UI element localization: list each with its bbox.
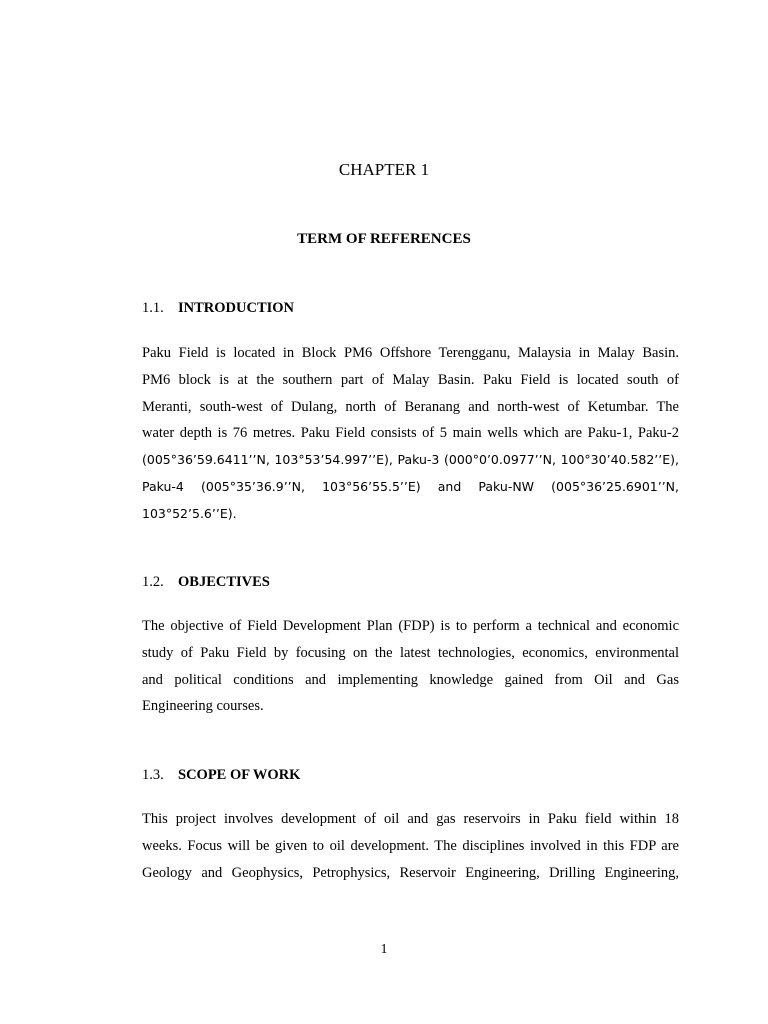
chapter-label: CHAPTER 1: [338, 160, 430, 179]
paragraph-line: and political conditions and implementing knowledge gained from Oil and Gas: [142, 671, 679, 688]
section-number: 1.3.: [142, 767, 164, 783]
paragraph-line: The objective of Field Development Plan (FDP) is to perform a technical and economic: [142, 618, 679, 634]
section-heading-scope-of-work: [142, 767, 300, 784]
section-heading-introduction: [142, 300, 294, 317]
paragraph-line: Engineering courses.: [142, 698, 264, 715]
paragraph-line: Geology and Geophysics, Petrophysics, Reservoir Engineering, Drilling Engineering,: [142, 864, 679, 881]
paragraph-line: PM6 block is at the southern part of Malay Basin. Paku Field is located south of: [142, 371, 679, 388]
section-title: OBJECTIVES: [178, 574, 270, 590]
paragraph-line: weeks. Focus will be given to oil development. The disciplines involved in this FDP are: [142, 837, 679, 854]
section-number: 1.2.: [142, 574, 164, 590]
paragraph-line: This project involves development of oil and gas reservoirs in Paku field within 18: [142, 811, 679, 827]
paragraph-line: water depth is 76 metres. Paku Field consists of 5 main wells which are Paku-1, Paku-2: [142, 425, 679, 442]
introduction-paragraph: [142, 340, 679, 528]
section-heading-objectives: [142, 574, 270, 591]
section-number: 1.1.: [142, 300, 164, 316]
page-number: 1: [380, 942, 388, 957]
paragraph-line: Paku Field is located in Block PM6 Offshore Terengganu, Malaysia in Malay Basin.: [142, 345, 679, 361]
paragraph-line: Meranti, south-west of Dulang, north of Beranang and north-west of Ketumbar. The: [142, 398, 679, 415]
paragraph-line: 103°52’5.6’’E).: [142, 505, 237, 521]
section-title: SCOPE OF WORK: [178, 767, 301, 783]
paragraph-line: (005°36’59.6411’’N, 103°53’54.997’’E), Paku-3 (000°0’0.0977’’N, 100°30’40.582’’E),: [142, 452, 679, 468]
objectives-paragraph: [142, 613, 679, 720]
paragraph-line: Paku-4 (005°35’36.9’’N, 103°56’55.5’’E) and Paku-NW (005°36’25.6901’’N,: [142, 478, 679, 494]
paragraph-line: study of Paku Field by focusing on the latest technologies, economics, environmental: [142, 644, 679, 661]
chapter-title: TERM OF REFERENCES: [297, 231, 471, 247]
scope-of-work-paragraph: [142, 806, 679, 886]
section-title: INTRODUCTION: [178, 300, 295, 316]
